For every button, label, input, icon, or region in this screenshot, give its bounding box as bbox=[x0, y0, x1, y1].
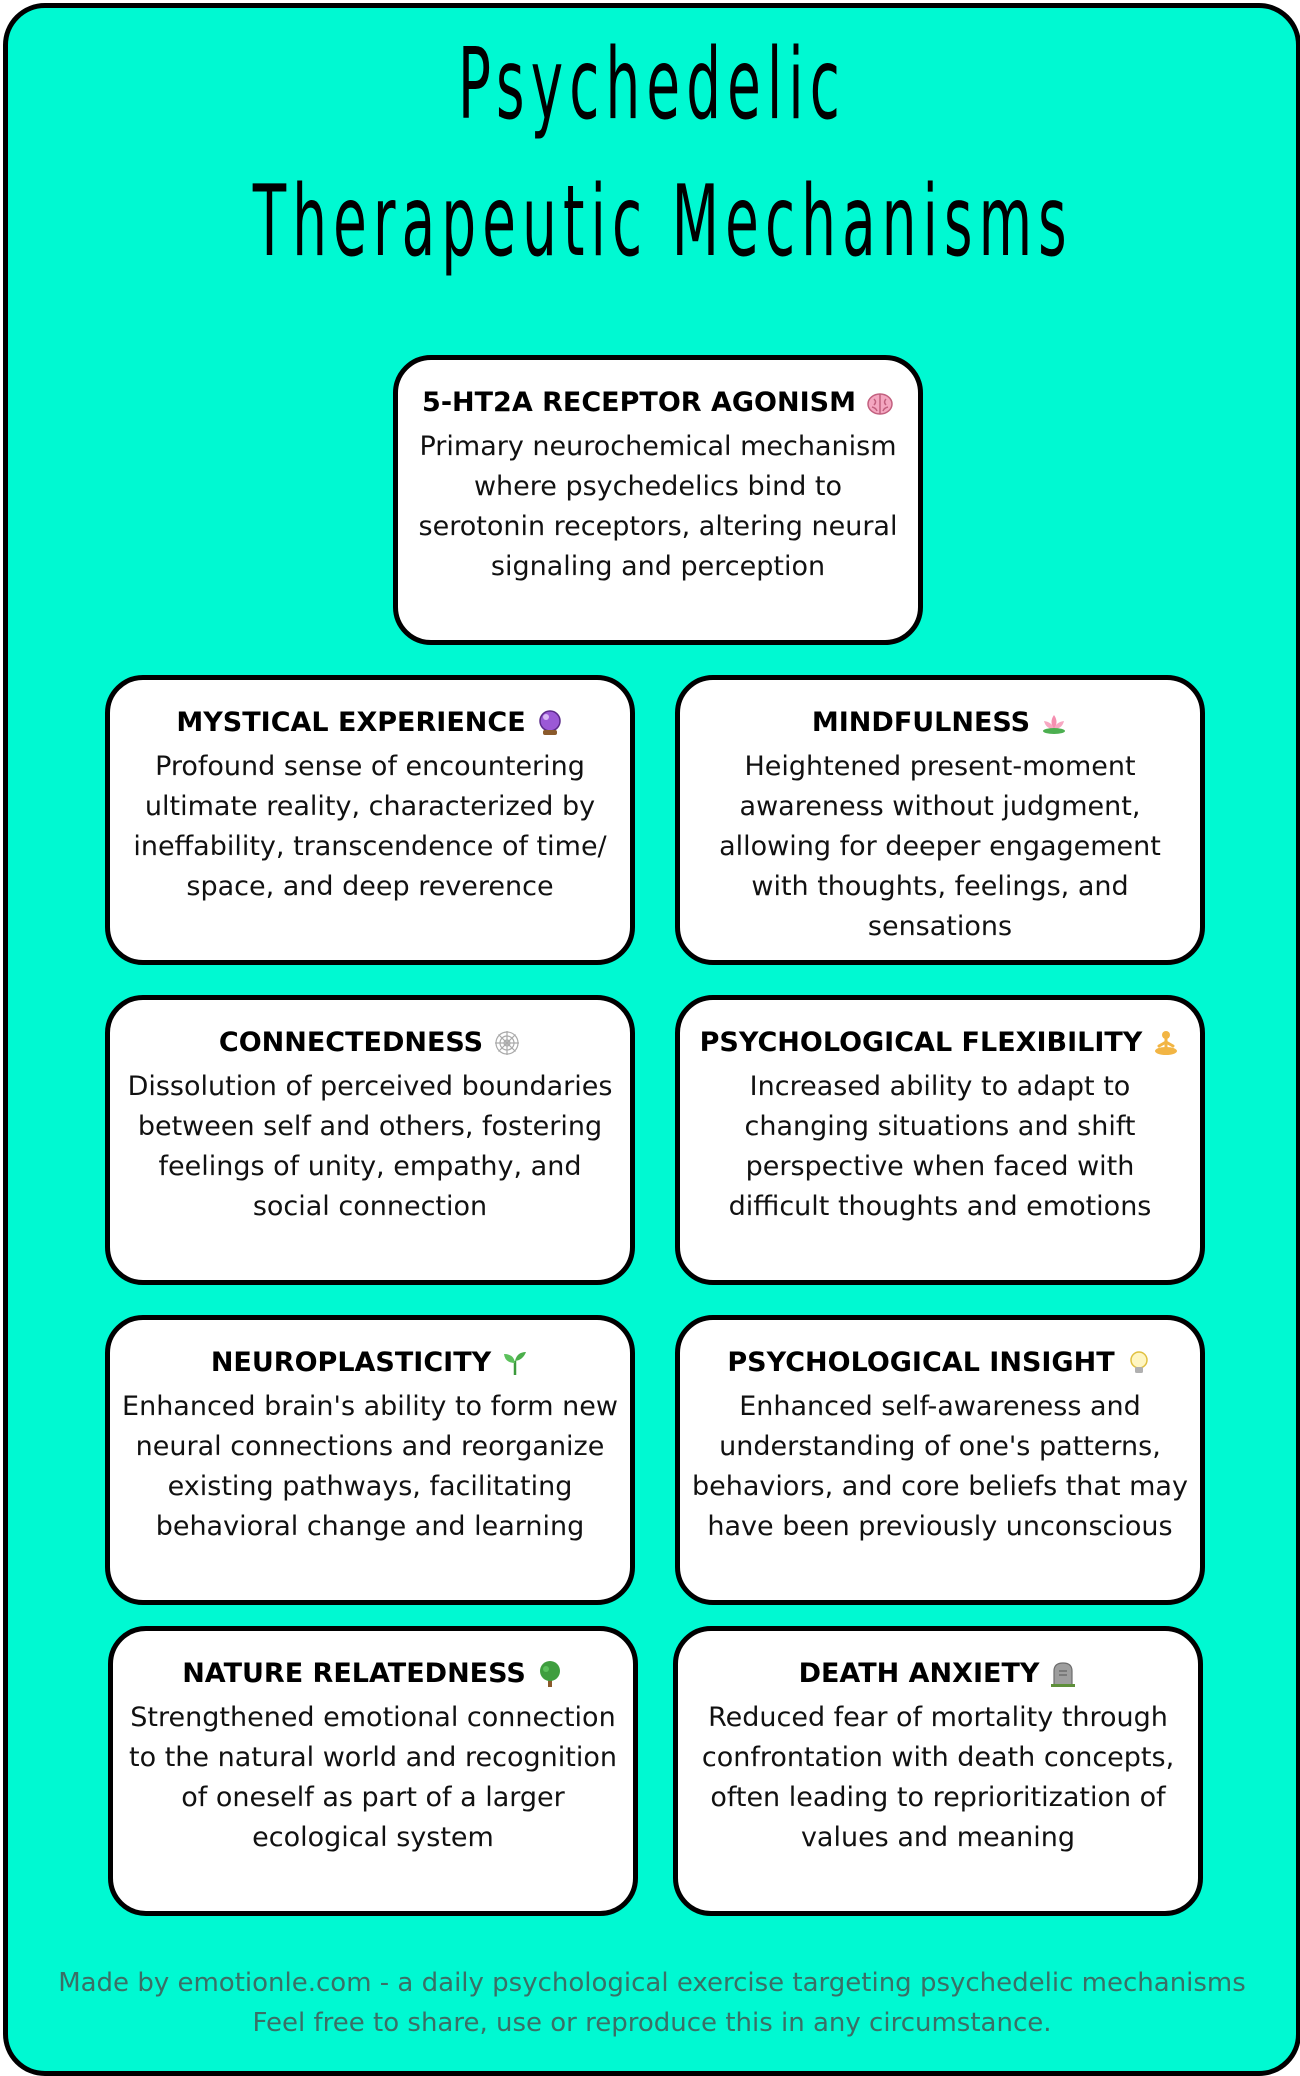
card-title: MINDFULNESS bbox=[811, 707, 1031, 738]
tree-icon bbox=[536, 1660, 564, 1688]
meditating-person-icon bbox=[1152, 1029, 1180, 1057]
light-bulb-icon bbox=[1125, 1349, 1153, 1377]
card-connectedness bbox=[105, 995, 635, 1285]
card-title: NATURE RELATEDNESS bbox=[182, 1658, 526, 1689]
card-title-row bbox=[692, 1025, 1188, 1061]
card-title-row bbox=[690, 1656, 1186, 1692]
card-death-anxiety bbox=[673, 1626, 1203, 1916]
card-description: Profound sense of encountering ultimate reality, characterized by ineffability, transcendence of time/ space, and deep reverence bbox=[133, 751, 607, 902]
crystal-ball-icon bbox=[536, 709, 564, 737]
card-description: Heightened present-moment awareness without judgment, allowing for deeper engagement with thoughts, feelings, and sensations bbox=[719, 751, 1161, 942]
card-description: Strengthened emotional connection to the natural world and recognition of oneself as part of a larger ecological system bbox=[129, 1702, 617, 1853]
card-title-row bbox=[122, 1025, 618, 1061]
footer bbox=[8, 1963, 1296, 2043]
seedling-icon bbox=[501, 1349, 529, 1377]
page-title-line-1: Psychedelic bbox=[457, 28, 847, 142]
card-neuroplasticity bbox=[105, 1315, 635, 1605]
card-description: Enhanced self-awareness and understanding of one's patterns, behaviors, and core beliefs that may have been previously unconscious bbox=[692, 1391, 1188, 1542]
card-description: Primary neurochemical mechanism where psychedelics bind to serotonin receptors, altering neural signaling and perception bbox=[418, 431, 898, 582]
card-title: MYSTICAL EXPERIENCE bbox=[176, 707, 526, 738]
card-title-row bbox=[122, 705, 618, 741]
card-title: NEUROPLASTICITY bbox=[210, 1347, 492, 1378]
card-description: Dissolution of perceived boundaries between self and others, fostering feelings of unity, empathy, and social connection bbox=[127, 1071, 613, 1222]
lotus-icon bbox=[1040, 709, 1068, 737]
footer-credit: Made by emotionle.com - a daily psychological exercise targeting psychedelic mechanisms bbox=[58, 1968, 1246, 1998]
card-title-row bbox=[410, 385, 906, 421]
headstone-icon bbox=[1049, 1660, 1077, 1688]
card-description: Enhanced brain's ability to form new neural connections and reorganize existing pathways, facilitating behavioral change and learning bbox=[122, 1391, 618, 1542]
page-title-line-2: Therapeutic Mechanisms bbox=[252, 165, 1073, 279]
card-psychological-insight bbox=[675, 1315, 1205, 1605]
card-title-row bbox=[125, 1656, 621, 1692]
card-title-row bbox=[692, 705, 1188, 741]
card-title-row bbox=[122, 1345, 618, 1381]
brain-icon bbox=[866, 389, 894, 417]
card-description: Reduced fear of mortality through confrontation with death concepts, often leading to reprioritization of values and meaning bbox=[701, 1702, 1175, 1853]
card-title-row bbox=[692, 1345, 1188, 1381]
infographic-frame bbox=[3, 3, 1300, 2076]
card-nature-relatedness bbox=[108, 1626, 638, 1916]
card-title: PSYCHOLOGICAL FLEXIBILITY bbox=[699, 1027, 1143, 1058]
card-description: Increased ability to adapt to changing situations and shift perspective when faced with difficult thoughts and emotions bbox=[728, 1071, 1152, 1222]
card-mindfulness bbox=[675, 675, 1205, 965]
card-title: DEATH ANXIETY bbox=[798, 1658, 1040, 1689]
footer-license: Feel free to share, use or reproduce this in any circumstance. bbox=[252, 2008, 1052, 2038]
card-5ht2a-receptor-agonism bbox=[393, 355, 923, 645]
spider-web-icon bbox=[493, 1029, 521, 1057]
card-psychological-flexibility bbox=[675, 995, 1205, 1285]
card-mystical-experience bbox=[105, 675, 635, 965]
card-title: CONNECTEDNESS bbox=[218, 1027, 484, 1058]
card-title: PSYCHOLOGICAL INSIGHT bbox=[727, 1347, 1115, 1378]
card-title: 5-HT2A RECEPTOR AGONISM bbox=[422, 387, 856, 418]
